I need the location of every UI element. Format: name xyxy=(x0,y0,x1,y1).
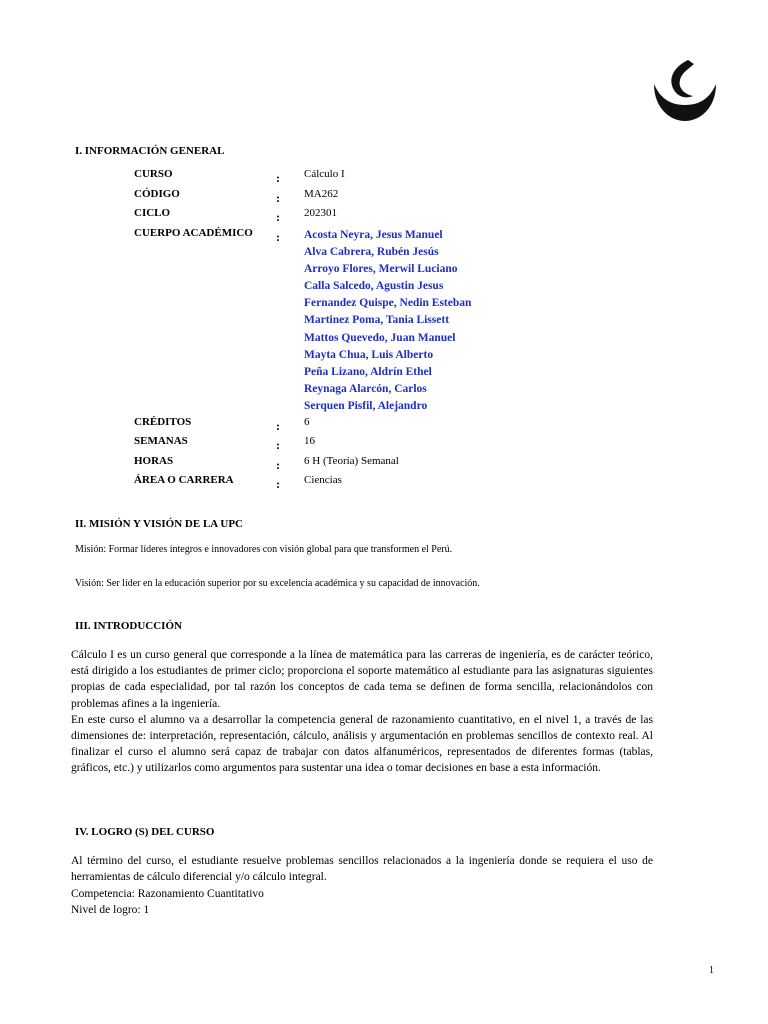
logro-paragraph: Al término del curso, el estudiante resuelve problemas sencillos relacionados a la ingeniería donde se requiera el uso de herramientas de cálculo diferencial y/o cálculo integral. xyxy=(71,855,653,884)
section-1-title: I. INFORMACIÓN GENERAL xyxy=(75,145,225,157)
info-value: 6 xyxy=(304,416,310,428)
info-label: CRÉDITOS xyxy=(134,416,192,428)
info-colon: : xyxy=(276,230,280,244)
section-3-title: III. INTRODUCCIÓN xyxy=(75,620,182,632)
faculty-member: Martinez Poma, Tania Lissett xyxy=(304,314,450,327)
intro-paragraph-2: En este curso el alumno va a desarrollar la competencia general de razonamiento cuantitativo, en el nivel 1, a través de las dimensiones de: interpretación, representación, cálculo, análisis y argumentación en problemas sencillos de contexto real. Al finalizar el curso el alumno será capaz de trabajar con datos alfanuméricos, representados de diferentes formas (tablas, gráficos, etc.) y utilizarlos como argumentos para sustentar una idea o tomar decisiones en base a esta información. xyxy=(71,713,653,775)
info-colon: : xyxy=(276,210,280,224)
logro-body xyxy=(71,853,653,885)
logo-flame xyxy=(671,60,694,97)
info-colon: : xyxy=(276,171,280,185)
faculty-member: Alva Cabrera, Rubén Jesús xyxy=(304,246,439,259)
section-2-title: II. MISIÓN Y VISIÓN DE LA UPC xyxy=(75,518,243,530)
info-row-creditos xyxy=(0,416,768,432)
intro-paragraph-1: Cálculo I es un curso general que corresponde a la línea de matemática para las carreras de ingeniería, es de carácter teórico, está dirigido a los estudiantes de primer ciclo; proporciona el soporte matemático al estudiante para las asignaturas siguientes propias de cada especialidad, por tal razón los conceptos de cada tema se definen de forma sencilla, relacionándolos con problemas afines a la ingeniería. xyxy=(71,649,653,710)
logro-details xyxy=(71,886,264,918)
info-label: CICLO xyxy=(134,207,171,219)
info-row-codigo xyxy=(0,188,768,204)
info-row-ciclo xyxy=(0,207,768,223)
upc-logo xyxy=(650,58,720,122)
info-value: 6 H (Teoría) Semanal xyxy=(304,455,399,467)
info-value: 202301 xyxy=(304,207,337,219)
faculty-member: Arroyo Flores, Merwil Luciano xyxy=(304,263,458,276)
nivel-text: Nivel de logro: 1 xyxy=(71,904,150,917)
section-4-title: IV. LOGRO (S) DEL CURSO xyxy=(75,826,215,838)
info-colon: : xyxy=(276,477,280,491)
info-value: Cálculo I xyxy=(304,168,345,180)
info-colon: : xyxy=(276,419,280,433)
faculty-member: Mayta Chua, Luis Alberto xyxy=(304,348,434,361)
info-value: Ciencias xyxy=(304,474,342,486)
faculty-member: Serquen Pisfil, Alejandro xyxy=(304,399,428,412)
competencia-text: Competencia: Razonamiento Cuantitativo xyxy=(71,888,264,900)
info-label: CUERPO ACADÉMICO xyxy=(134,227,253,239)
info-label: HORAS xyxy=(134,455,174,467)
mision-text: Misión: Formar líderes íntegros e innovadores con visión global para que transformen el Perú. xyxy=(75,544,453,555)
info-label: ÁREA O CARRERA xyxy=(134,474,234,486)
faculty-member: Fernandez Quispe, Nedin Esteban xyxy=(304,297,472,310)
info-row-area xyxy=(0,474,768,490)
info-colon: : xyxy=(276,191,280,205)
info-colon: : xyxy=(276,438,280,452)
faculty-member: Peña Lizano, Aldrín Ethel xyxy=(304,365,432,378)
info-label: CÓDIGO xyxy=(134,188,180,200)
logo-bowl xyxy=(654,84,716,121)
intro-body xyxy=(71,647,653,777)
info-row-curso xyxy=(0,168,768,184)
info-colon: : xyxy=(276,458,280,472)
faculty-member: Reynaga Alarcón, Carlos xyxy=(304,382,427,395)
faculty-member: Mattos Quevedo, Juan Manuel xyxy=(304,331,456,344)
info-row-semanas xyxy=(0,435,768,451)
vision-text: Visión: Ser líder en la educación superior por su excelencia académica y su capacidad de innovación. xyxy=(75,578,480,589)
info-label: SEMANAS xyxy=(134,435,188,447)
page-number: 1 xyxy=(709,965,714,976)
info-label: CURSO xyxy=(134,168,173,180)
info-value: MA262 xyxy=(304,188,339,200)
info-value: 16 xyxy=(304,435,315,447)
info-row-horas xyxy=(0,455,768,471)
faculty-member: Acosta Neyra, Jesus Manuel xyxy=(304,229,443,241)
faculty-member: Calla Salcedo, Agustin Jesus xyxy=(304,280,444,293)
faculty-list xyxy=(304,227,471,415)
